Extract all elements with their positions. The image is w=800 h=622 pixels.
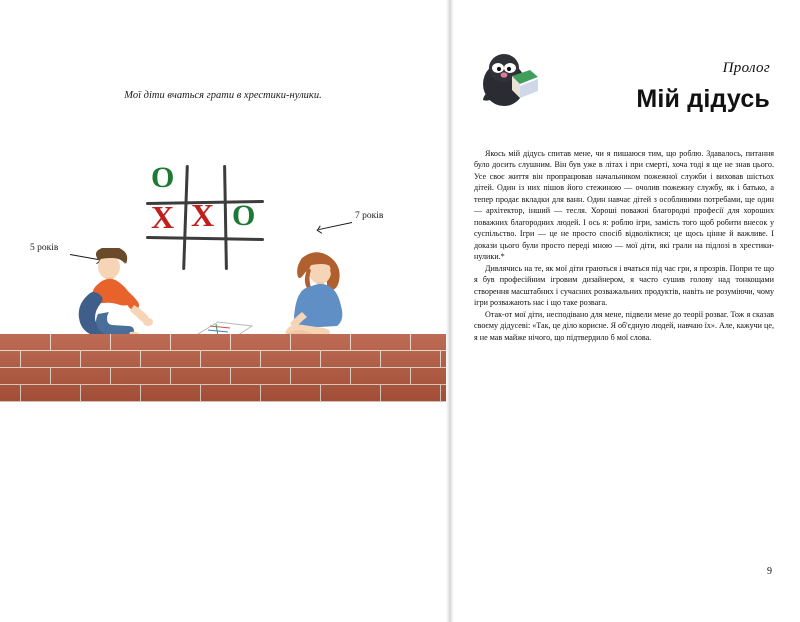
board-mark-1-1: X: [191, 197, 215, 233]
paragraph-2: Дивлячись на те, як мої діти граються і вчаться під час гри, я прозрів. Попри те що я був професійним ігровим дизайнером, я часто сушив голову над тонкощами створення масштабних і сучасних розважальних продуктів, навіть не розуміючи, чому ігри розважають нас і що таке розвага.: [474, 263, 774, 308]
board-mark-0-0: O: [151, 161, 175, 194]
right-page: [454, 0, 800, 622]
paragraph-3: Отак-от мої діти, несподівано для мене, підвели мене до теорії розваг. Тож я сказав своєму дідусеві: «Так, це діло корисне. Я об'єдную людей, навчаю їх». Але, кажучи це, я не мав майже нічого, що підтвердило б мої слова.: [474, 309, 774, 342]
mole-mascot-icon: [476, 50, 542, 112]
board-mark-1-0: X: [151, 199, 175, 235]
page-number: 9: [767, 566, 772, 577]
book-gutter: [446, 0, 454, 622]
chapter-title: Мій дідусь: [636, 85, 770, 113]
body-text: [474, 148, 774, 343]
age-label-left: 5 років: [30, 243, 59, 253]
board-horizontal-line-2: [146, 236, 264, 241]
brick-wall: [0, 334, 446, 402]
paragraph-1: Якось мій дідусь спитав мене, чи я пишаюся тим, що роблю. Здавалось, питання було досить слушним. Він був уже в літах і при смерті, хоча тоді я ще не знав цього. Усе своє життя він пропрацював начальником пожежної служби і виховав шістьох дітей. Один із них пішов його стежиною — очолив пожежну службу, як і батько, а тепер продає вкладки для ванн. Один навчає дітей з особливими потребами, ще один — архітектор, інший — тесля. Хороші поважні благородні професії для хороших поважних благородних людей. І ось я: роблю ігри, замість того щоб робити внесок у суспільство. Ігри — це не просто спосіб відволіктися; це щось цінне й важливе. І докази цього були просто переді мною — мої діти, які грали на підлозі в хрестики-нулики.*: [474, 149, 774, 262]
boy-figure: [62, 248, 182, 348]
arrow-right-icon: [319, 222, 352, 230]
board-vertical-line-2: [223, 165, 228, 270]
prolog-label: Пролог: [722, 60, 770, 76]
illustration-caption: Мої діти вчаться грати в хрестики-нулики.: [124, 90, 322, 101]
age-label-right: 7 років: [355, 211, 384, 221]
board-mark-1-2: O: [232, 199, 256, 232]
board-vertical-line-1: [182, 165, 189, 270]
